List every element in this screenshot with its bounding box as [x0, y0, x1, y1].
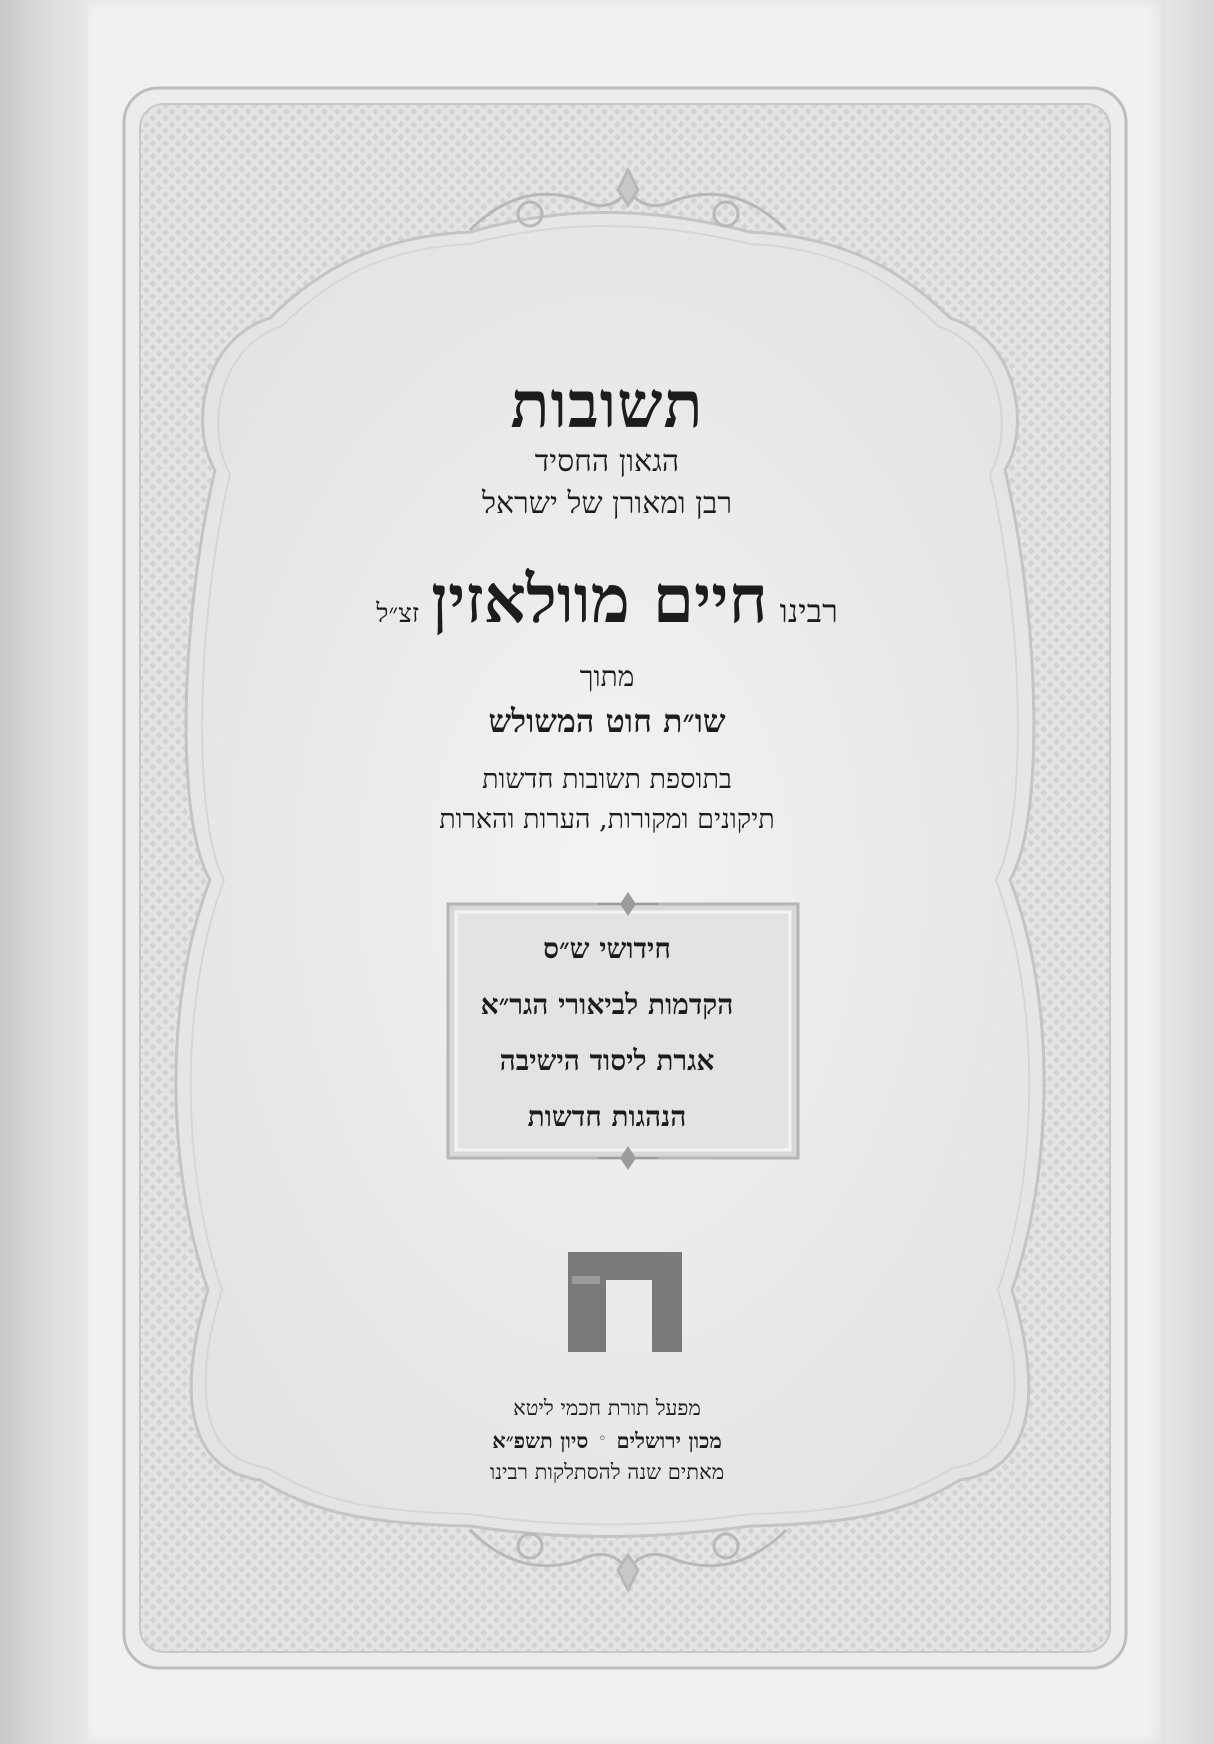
source-title: שו״ת חוט המשולש: [488, 702, 726, 740]
author-epithet: הגאון החסיד: [534, 444, 680, 479]
publisher-place-date: [0, 1428, 1214, 1454]
separator-dot: ◦: [598, 1431, 607, 1447]
author-prefix: רבינו: [779, 592, 838, 630]
contents-item: הנהגות חדשות: [527, 1100, 687, 1133]
additions-line-1: בתוספת תשובות חדשות: [482, 764, 732, 795]
additions-line-2: תיקונים ומקורות, הערות והארות: [439, 804, 775, 835]
book-title: תשובות: [510, 368, 704, 443]
contents-item: חידושי ש״ס: [543, 932, 671, 965]
publication-date: סיון תשפ״א: [492, 1428, 589, 1453]
from-label: מתוך: [579, 660, 635, 693]
author-name: חיים מוולאזין: [431, 560, 768, 638]
contents-item: הקדמות לביאורי הגר״א: [480, 988, 734, 1021]
author-honorific: זצ״ל: [376, 599, 420, 629]
author-name-line: [0, 560, 1214, 639]
author-epithet-2: רבן ומאורן של ישראל: [481, 486, 733, 521]
contents-item: אגרת ליסוד הישיבה: [499, 1044, 715, 1077]
publisher-place: מכון ירושלים: [616, 1428, 722, 1453]
publisher-name: מפעל תורת חכמי ליטא: [513, 1396, 701, 1420]
publisher-note: מאתים שנה להסתלקות רבינו: [489, 1460, 725, 1484]
